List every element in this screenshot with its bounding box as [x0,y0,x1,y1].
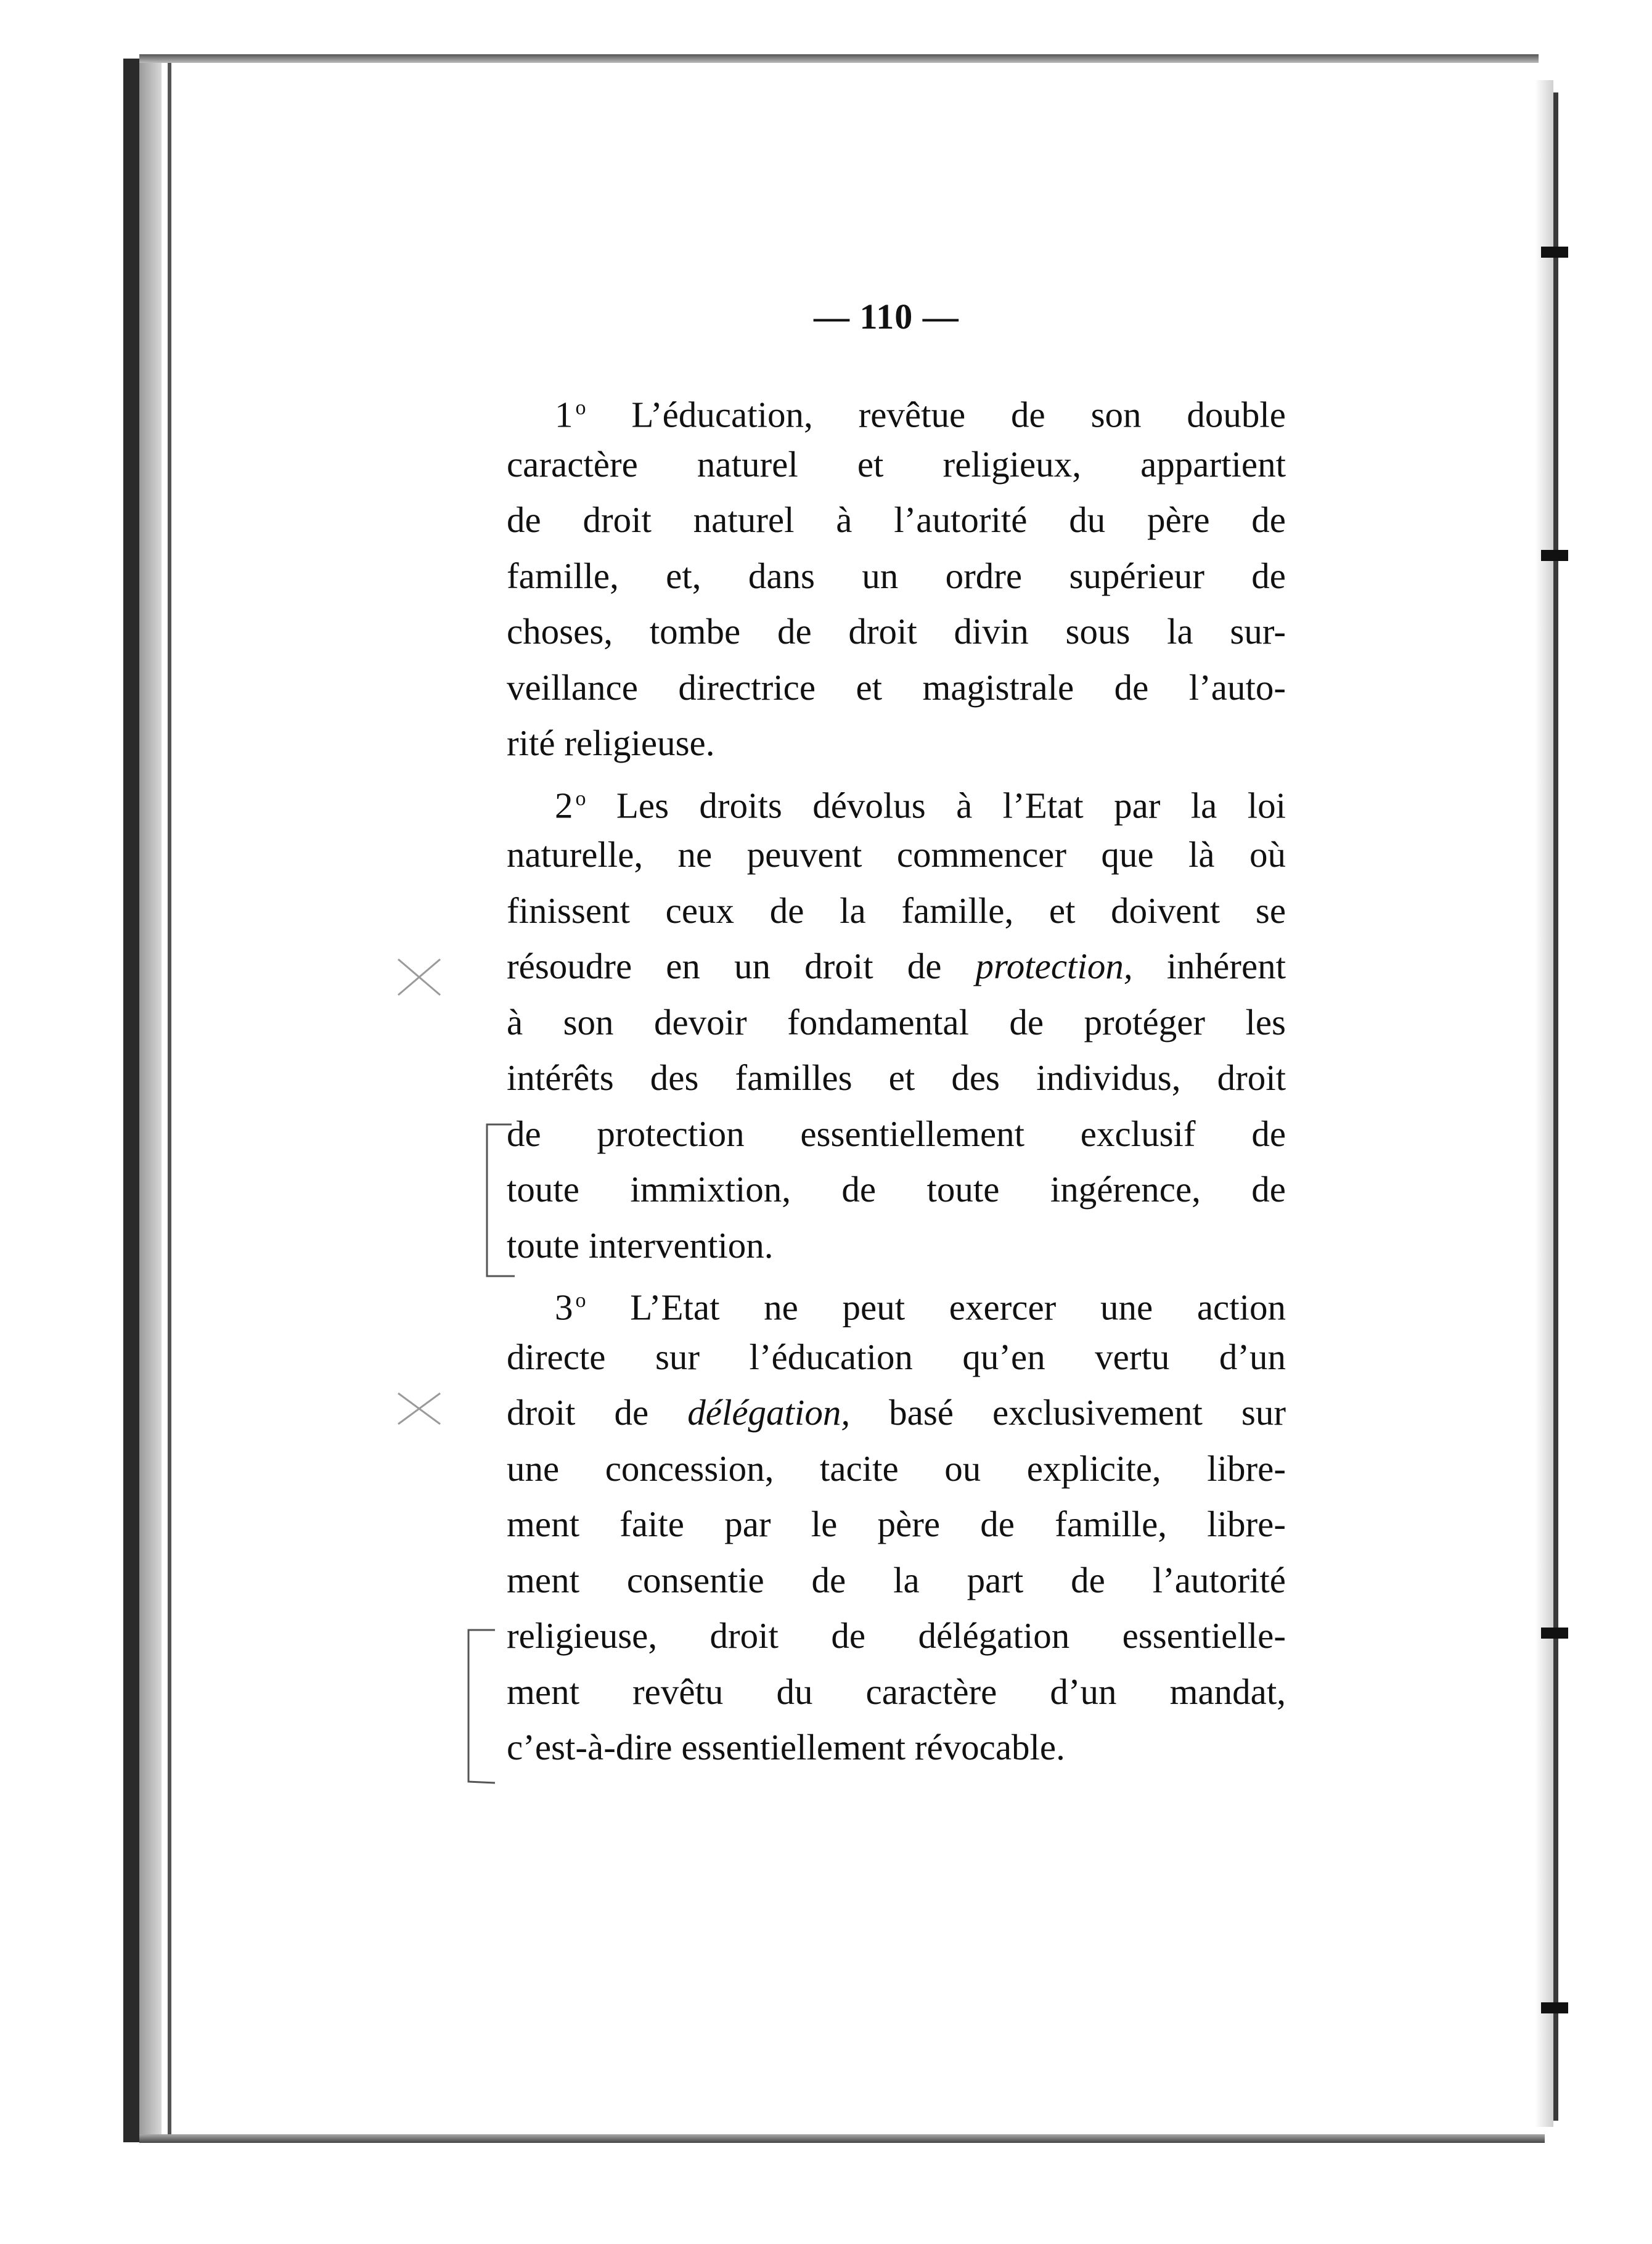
paragraph-2-line: à son devoir fondamental de protéger les [507,1001,1286,1042]
paragraph-3-line: religieuse, droit de délégation essentielle- [507,1615,1286,1656]
paragraph-2-line: toute immixtion, de toute ingérence, de [507,1169,1286,1210]
paragraph-2-line: finissent ceux de la famille, et doivent se [507,890,1286,931]
paragraph-3-line: ment faite par le père de famille, libre- [507,1504,1286,1544]
paragraph-2-line: naturelle, ne peuvent commencer que là où [507,834,1286,875]
paragraph-2-line: toute intervention. [507,1224,774,1266]
paragraph-1-line: veillance directrice et magistrale de l’auto- [507,666,1286,708]
paragraph-1-line: rité religieuse. [507,723,715,763]
body-text [507,380,1286,1775]
paragraph-3-line: droit de délégation, basé exclusivement sur [507,1392,1286,1433]
paragraph-3-line: directe sur l’éducation qu’en vertu d’un [507,1336,1286,1377]
paragraph-3-line: c’est-à-dire essentiellement révocable. [507,1727,1065,1767]
page-edge-top [139,54,1539,63]
binding-notch [1541,550,1568,561]
binding-notch [1541,2002,1568,2013]
page-edge-bottom [139,2134,1545,2143]
paragraph-1-line: famille, et, dans un ordre supérieur de [507,555,1286,596]
pencil-x-mark [395,956,444,999]
paragraph-number: 3 $^o$ [555,1287,586,1328]
pencil-bracket-mark [461,1628,498,1788]
paragraph-2-line: de protection essentiellement exclusif de [507,1113,1286,1154]
paragraph-3-line: une concession, tacite ou explicite, libre- [507,1448,1286,1489]
page-edge-left-line [168,59,171,2142]
paragraph-2-line: résoudre en un droit de protection, inhérent [507,946,1286,986]
page-edge-left-shadow [139,59,162,2142]
paragraph-number: 1 $^o$ [555,394,586,435]
paragraph-3-line: 3 $^o$ L’Etat ne peut exercer une action [507,1273,1286,1329]
page-edge-left [123,59,139,2142]
italic-term: délégation, [687,1392,851,1433]
paragraph-2-line: intérêts des familles et des individus, droit [507,1057,1286,1098]
page-edge-right-shadow [1535,80,1553,2127]
paragraph-1-line: caractère naturel et religieux, appartient [507,443,1286,485]
paragraph-2-line: 2 $^o$ Les droits dévolus à l’Etat par la loi [507,771,1286,827]
paragraph-1-line: 1 $^o$ L’éducation, revêtue de son double [507,380,1286,436]
paragraph-3-line: ment consentie de la part de l’autorité [507,1559,1286,1600]
paragraph-1-line: de droit naturel à l’autorité du père de [507,499,1286,540]
pencil-x-mark [395,1387,444,1430]
paragraph-1-line: choses, tombe de droit divin sous la sur- [507,611,1286,652]
binding-notch [1541,247,1568,258]
italic-term: protection, [975,946,1133,986]
page-number: — 110 — [814,297,959,337]
page-edge-right [1553,92,1558,2121]
paragraph-number: 2 $^o$ [555,785,586,826]
paragraph-3-line: ment revêtu du caractère d’un mandat, [507,1671,1286,1712]
binding-notch [1541,1628,1568,1639]
